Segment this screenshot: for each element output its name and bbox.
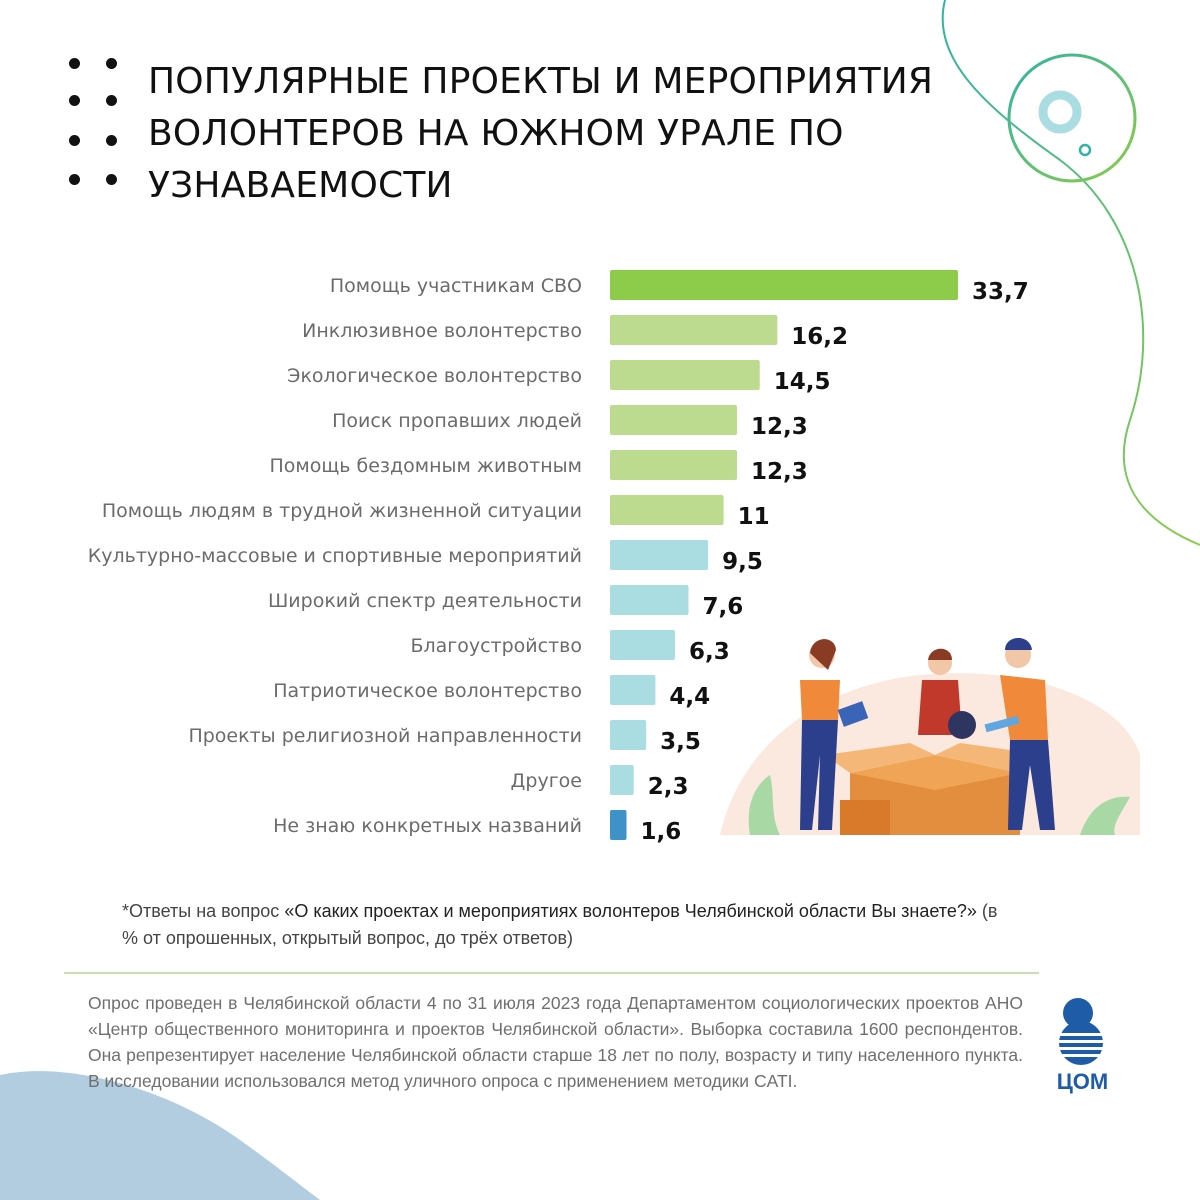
- value-label: 11: [737, 504, 770, 530]
- page-title: [148, 56, 948, 212]
- category-label: Помощь участникам СВО: [329, 275, 582, 297]
- bar: [610, 405, 737, 435]
- bar: [610, 495, 724, 525]
- logo-text: ЦОМ: [1056, 1069, 1109, 1094]
- value-label: 12,3: [751, 459, 808, 485]
- value-label: 6,3: [689, 639, 730, 665]
- title-dots-decoration: [66, 55, 126, 195]
- survey-methodology-note: Опрос проведен в Челябинской области 4 по 31 июля 2023 года Департаментом социологических проектов АНО «Центр общественного мониторинга и проектов Челябинской области». Выборка составила 1600 респондентов. Она репрезентирует население Челябинской области старше 18 лет по полу, возрасту и типу населенного пункта. В исследовании использовался метод уличного опроса с применением методики CATI.: [88, 993, 1023, 1091]
- footnote-suffix: (в % от опрошенных, открытый вопрос, до трёх ответов): [122, 901, 998, 948]
- category-label: Благоустройство: [410, 635, 582, 657]
- category-label: Проекты религиозной направленности: [188, 725, 582, 747]
- value-label: 4,4: [669, 684, 711, 710]
- category-label: Помощь бездомным животным: [269, 455, 582, 477]
- title-line: УЗНАВАЕМОСТИ: [148, 165, 453, 206]
- footnote-prefix: *Ответы на вопрос: [122, 901, 285, 921]
- bar: [610, 675, 655, 705]
- divider: [64, 972, 1039, 974]
- value-label: 14,5: [773, 369, 831, 395]
- value-label: 7,6: [702, 594, 744, 620]
- bar: [610, 810, 627, 840]
- volunteers-illustration: [700, 625, 1140, 845]
- com-logo: [1050, 995, 1130, 1105]
- bar: [610, 540, 708, 570]
- value-label: 9,5: [722, 549, 763, 575]
- category-label: Широкий спектр деятельности: [267, 590, 582, 612]
- bar: [610, 585, 688, 615]
- title-line: ПОПУЛЯРНЫЕ ПРОЕКТЫ И МЕРОПРИЯТИЯ: [148, 61, 934, 102]
- category-label: Экологическое волонтерство: [287, 365, 582, 387]
- bar: [610, 315, 777, 345]
- category-label: Не знаю конкретных названий: [273, 815, 582, 837]
- value-label: 33,7: [972, 279, 1029, 305]
- bar: [610, 450, 737, 480]
- category-label: Другое: [510, 770, 582, 792]
- value-label: 2,3: [647, 774, 689, 800]
- footnote: [122, 898, 1002, 952]
- category-label: Помощь людям в трудной жизненной ситуации: [101, 500, 582, 522]
- value-label: 12,3: [751, 414, 808, 440]
- value-label: 1,6: [640, 819, 682, 845]
- value-label: 3,5: [660, 729, 701, 755]
- category-label: Патриотическое волонтерство: [273, 680, 582, 702]
- bar: [610, 765, 634, 795]
- bar: [610, 720, 646, 750]
- category-label: Инклюзивное волонтерство: [302, 320, 582, 342]
- footnote-question: «О каких проектах и мероприятиях волонтеров Челябинской области Вы знаете?»: [284, 901, 977, 921]
- decorative-circle-icon: [1009, 55, 1135, 181]
- com-logo-mark: [1050, 995, 1115, 1067]
- title-line: ВОЛОНТЕРОВ НА ЮЖНОМ УРАЛЕ ПО: [148, 113, 844, 154]
- bar: [610, 270, 958, 300]
- bar: [610, 360, 760, 390]
- bar: [610, 630, 675, 660]
- value-label: 16,2: [791, 324, 849, 350]
- category-label: Культурно-массовые и спортивные мероприятий: [87, 545, 582, 567]
- category-label: Поиск пропавших людей: [332, 410, 582, 432]
